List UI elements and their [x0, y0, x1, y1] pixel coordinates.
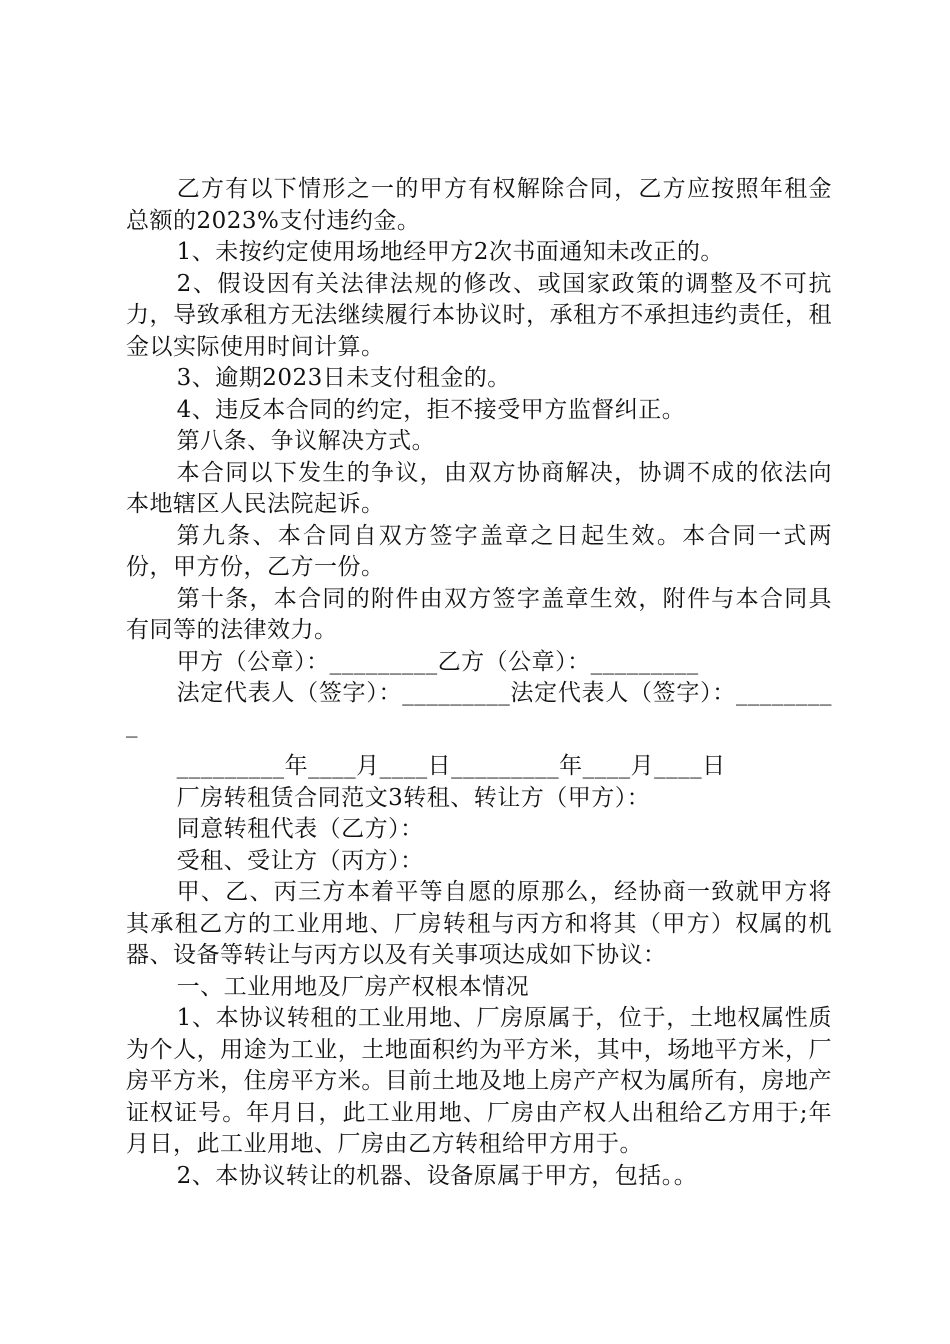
paragraph-item-4: 4、违反本合同的约定，拒不接受甲方监督纠正。: [176, 396, 686, 423]
signature-date-line: _________年____月____日_________年____月____日: [176, 753, 726, 779]
paragraph-article-10: 第十条，本合同的附件由双方签字盖章生效，附件与本合同具有同等的法律效力。: [126, 585, 832, 643]
paragraph-party-c: 受租、受让方（丙方）：: [176, 847, 424, 874]
paragraph-dispute: 本合同以下发生的争议，由双方协商解决，协调不成的依法向本地辖区人民法院起诉。: [126, 459, 832, 517]
document-body: [126, 174, 832, 1192]
paragraph-equipment: 2、本协议转让的机器、设备原属于甲方，包括。。: [176, 1162, 698, 1189]
signature-seal-line: 甲方（公章）：_________乙方（公章）：_________: [176, 648, 699, 675]
paragraph-sample-3-party-a: 厂房转租赁合同范文3转租、转让方（甲方）：: [176, 784, 651, 811]
paragraph-item-1: 1、未按约定使用场地经甲方2次书面通知未改正的。: [176, 239, 724, 265]
paragraph-party-b: 同意转租代表（乙方）：: [176, 816, 424, 842]
paragraph-article-9: 第九条、本合同自双方签字盖章之日起生效。本合同一式两份，甲方份，乙方一份。: [126, 522, 832, 580]
paragraph-property-details: 1、本协议转租的工业用地、厂房原属于，位于，土地权属性质为个人，用途为工业，土地面积约为平方米，其中，场地平方米，厂房平方米，住房平方米。目前土地及地上房产产权为属所有，房地产证权证号。年月日，此工业用地、厂房由产权人出租给乙方用于;年月日，此工业用地、厂房由乙方转租给甲方用于。: [126, 1005, 832, 1157]
section-heading-property: 一、工业用地及厂房产权根本情况: [176, 973, 530, 1000]
paragraph-article-8: 第八条、争议解决方式。: [176, 428, 436, 454]
paragraph-item-3: 3、逾期2023日未支付租金的。: [176, 365, 511, 391]
paragraph-termination-terms: 乙方有以下情形之一的甲方有权解除合同，乙方应按照年租金总额的2023%支付违约金。: [126, 176, 832, 234]
paragraph-agreement-intro: 甲、乙、丙三方本着平等自愿的原那么，经协商一致就甲方将其承租乙方的工业用地、厂房转租与丙方和将其（甲方）权属的机器、设备等转让与丙方以及有关事项达成如下协议：: [126, 879, 832, 968]
signature-representative-line: 法定代表人（签字）：_________法定代表人（签字）：_________: [126, 680, 832, 738]
paragraph-item-2: 2、假设因有关法律法规的修改、或国家政策的调整及不可抗力，导致承租方无法继续履行本协议时，承租方不承担违约责任，租金以实际使用时间计算。: [126, 270, 832, 360]
